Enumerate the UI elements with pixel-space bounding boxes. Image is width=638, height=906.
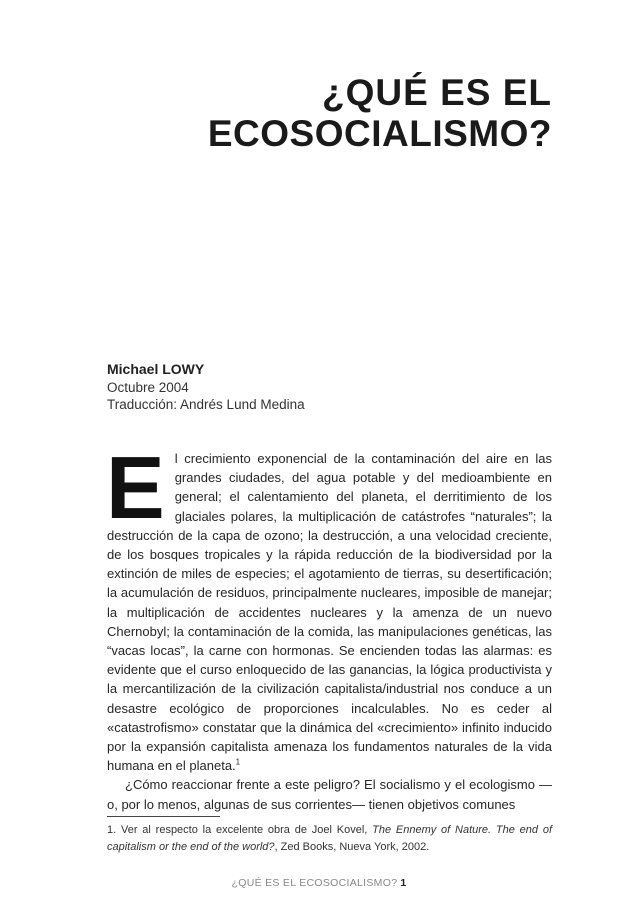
author-name: Michael LOWY xyxy=(107,361,205,377)
footnote xyxy=(107,822,552,856)
article-body xyxy=(106,438,552,814)
running-title: ¿QUÉ ES EL ECOSOCIALISMO? xyxy=(231,877,398,889)
footnote-book-title: The Ennemy of Nature. The end of capitalism or the end of the world? xyxy=(107,824,553,853)
chapter-title-line-2: ECOSOCIALISMO? xyxy=(207,113,552,154)
footnote-reference[interactable]: 1 xyxy=(235,757,241,767)
paragraph-2: ¿Cómo reaccionar frente a este peligro? El socialismo y el ecologismo —o, por lo menos, algunas de sus corrientes— tienen objetivos comunes xyxy=(107,777,552,812)
author-block xyxy=(107,361,305,414)
drop-cap: E xyxy=(106,438,165,537)
footnote-prefix: 1. Ver al respecto la excelente obra de Joel Kovel, xyxy=(107,824,373,836)
publication-date: Octubre 2004 xyxy=(107,379,189,395)
translator-credit: Traducción: Andrés Lund Medina xyxy=(107,397,305,412)
footnote-divider xyxy=(107,816,220,817)
chapter-title-line-1: ¿QUÉ ES EL xyxy=(322,72,552,113)
paragraph-1-text: l crecimiento exponencial de la contaminación del aire en las grandes ciudades, del agua potable y del medioambiente en general; el calentamiento del planeta, el derritimiento de los glaciales polares, la multiplicación de catástrofes “naturales”; la destrucción de la capa de ozono; la destrucción, a una velocidad creciente, de los bosques tropicales y la rápida reducción de la biodiversidad por la extinción de miles de especies; el agotamiento de tierras, su desertificación; la acumulación de residuos, principalmente nucleares, imposible de manejar; la multiplicación de accidentes nucleares y la amenza de un nuevo Chernobyl; la contaminación de la comida, las manipulaciones genéticas, las “vacas locas”, la carne con hormonas. Se encienden todas las alarmas: es evidente que el curso enloquecido de las ganancias, la lógica productivista y la mercantilización de la civilización capitalista/industrial nos conduce a un desastre ecológico de proporciones incalculables. No es ceder al «catastrofismo» constatar que la dinámica del «crecimiento» infinito inducido por la expansión capitalista amenaza los fundamentos naturales de la vida humana en el planeta. xyxy=(107,451,552,774)
page-number: 1 xyxy=(400,877,407,889)
page-footer xyxy=(0,877,638,889)
footnote-suffix: , Zed Books, Nueva York, 2002. xyxy=(274,841,430,853)
chapter-title xyxy=(208,72,552,154)
paragraph-1 xyxy=(106,438,552,775)
